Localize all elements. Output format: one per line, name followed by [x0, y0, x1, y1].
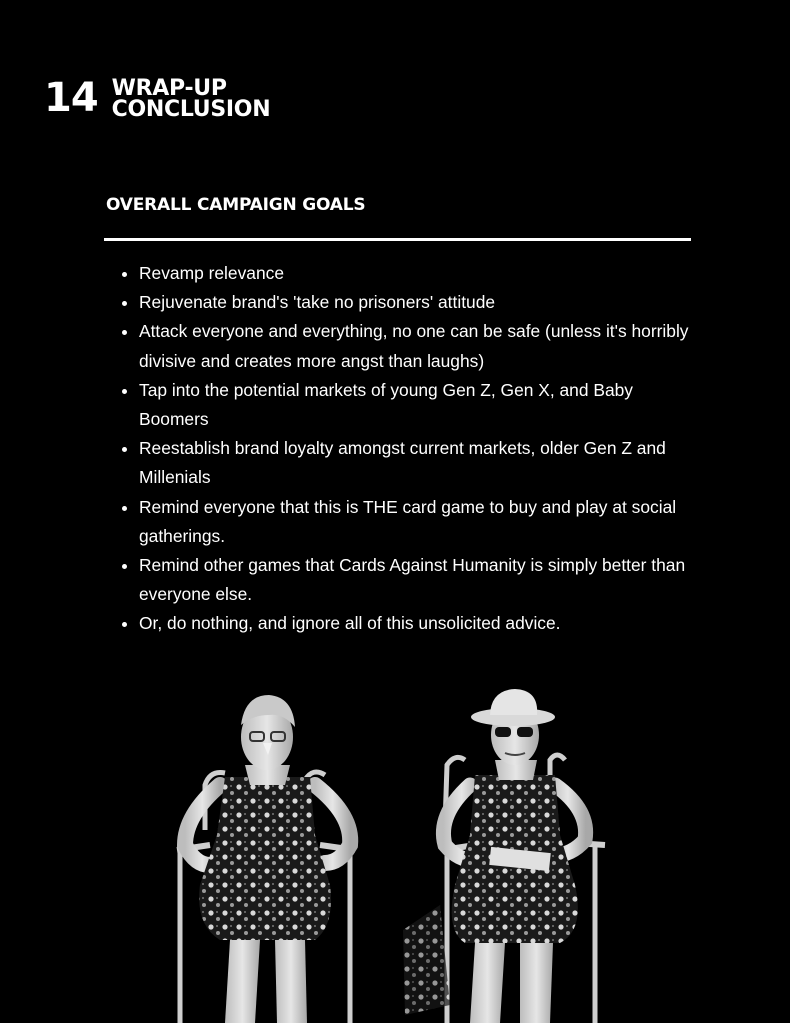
page-title-line-2: CONCLUSION	[111, 97, 271, 122]
list-item: • Or, do nothing, and ignore all of this unsolicited advice.	[139, 609, 699, 638]
page-number: 14	[44, 75, 98, 121]
page-title	[112, 78, 271, 120]
left-woman-figure	[177, 695, 355, 1023]
list-item: • Remind everyone that this is THE card game to buy and play at social gatherings.	[139, 493, 699, 551]
page-header	[44, 75, 271, 122]
right-woman-figure	[403, 689, 605, 1023]
list-item: • Tap into the potential markets of young Gen Z, Gen X, and Baby Boomers	[139, 376, 699, 434]
list-item: • Rejuvenate brand's 'take no prisoners' attitude	[139, 288, 699, 317]
two-women-in-lawn-chairs-photo	[165, 685, 625, 1023]
heading-divider	[104, 238, 691, 241]
section-heading: OVERALL CAMPAIGN GOALS	[106, 195, 366, 215]
page-title-line-1: WRAP-UP	[111, 76, 227, 101]
list-item: • Revamp relevance	[139, 259, 699, 288]
list-item: • Reestablish brand loyalty amongst current markets, older Gen Z and Millenials	[139, 434, 699, 492]
list-item: • Remind other games that Cards Against Humanity is simply better than everyone else.	[139, 551, 699, 609]
goals-list	[118, 259, 699, 639]
list-item: • Attack everyone and everything, no one can be safe (unless it's horribly divisive and creates more angst than laughs)	[139, 317, 699, 375]
